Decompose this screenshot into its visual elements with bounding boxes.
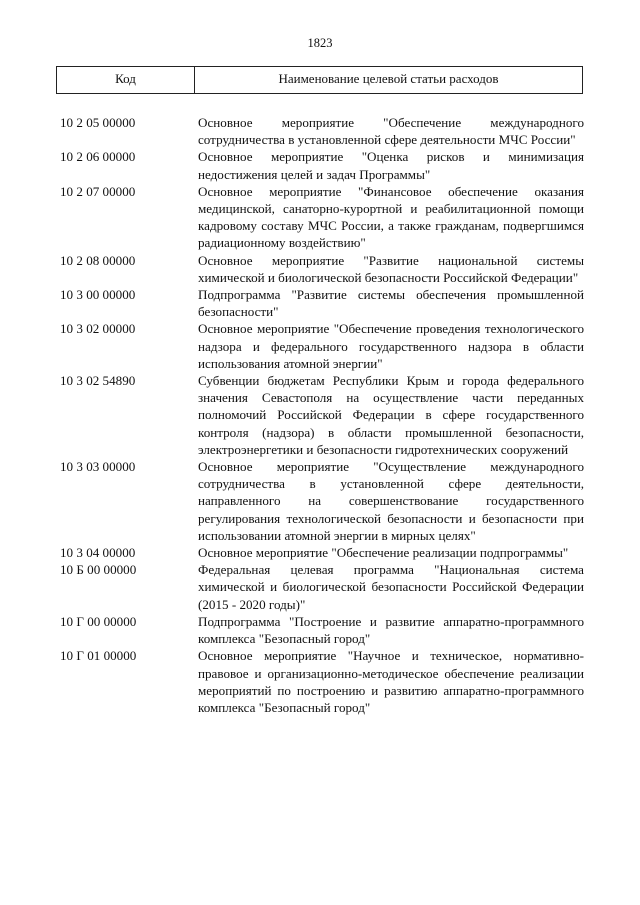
row-code: 10 2 08 00000 — [60, 252, 136, 268]
row-description: Подпрограмма "Развитие системы обеспечения промышленной безопасности" — [198, 287, 584, 320]
table-row — [56, 183, 586, 252]
row-description: Федеральная целевая программа "Национальная система химической и биологической безопасности Российской Федерации (2015 - 2020 годы)" — [198, 562, 584, 612]
row-code: 10 3 02 00000 — [60, 321, 136, 337]
row-code: 10 Б 00 00000 — [60, 562, 137, 578]
row-description: Субвенции бюджетам Республики Крым и города федерального значения Севастополя на осуществление части переданных полномочий Российской Федерации в сфере государственного контроля (надзора) в области промышленной безопасности, электроэнергетики и безопасности гидротехнических сооружений — [198, 373, 584, 457]
table-row — [56, 286, 586, 320]
column-header-name: Наименование целевой статьи расходов — [278, 71, 499, 86]
page-number: 1823 — [307, 36, 333, 50]
row-description: Основное мероприятие "Научное и техническое, нормативно-правовое и организационно-методическое обеспечение реализации мероприятий по построению и развитию аппаратно-программного комплекса "Безопасный город" — [198, 648, 584, 715]
table-row — [56, 561, 586, 613]
table-row — [56, 544, 586, 561]
row-description: Основное мероприятие "Обеспечение реализации подпрограммы" — [198, 545, 569, 561]
row-code: 10 3 00 00000 — [60, 287, 136, 303]
row-code: 10 Г 00 00000 — [60, 613, 137, 629]
table-row — [56, 252, 586, 286]
row-description: Основное мероприятие "Обеспечение международного сотрудничества в установленной сфере деятельности МЧС России" — [198, 115, 584, 148]
row-code: 10 2 07 00000 — [60, 183, 136, 199]
table-row — [56, 613, 586, 647]
table-header — [56, 66, 583, 94]
row-code: 10 3 04 00000 — [60, 545, 136, 561]
row-code: 10 Г 01 00000 — [60, 648, 137, 664]
row-description: Основное мероприятие "Обеспечение проведения технологического надзора и федерального государственного надзора в области использования атомной энергии" — [198, 321, 584, 371]
column-header-code: Код — [57, 67, 195, 93]
row-code: 10 3 03 00000 — [60, 459, 136, 475]
row-description: Основное мероприятие "Развитие национальной системы химической и биологической безопасности Российской Федерации" — [198, 252, 584, 285]
row-description: Подпрограмма "Построение и развитие аппаратно-программного комплекса "Безопасный город" — [198, 613, 584, 647]
table-row — [56, 372, 586, 458]
row-description: Основное мероприятие "Финансовое обеспечение оказания медицинской, санаторно-курортной и реабилитационной помощи кадровому составу МЧС России, а также гражданам, подвергшимся радиационному воздействию" — [198, 183, 584, 251]
table-row — [56, 114, 586, 148]
row-description: Основное мероприятие "Оценка рисков и минимизация недостижения целей и задач Программы" — [198, 149, 584, 182]
table-body — [56, 114, 586, 716]
table-row — [56, 647, 586, 716]
row-code: 10 3 02 54890 — [60, 373, 136, 389]
table-row — [56, 458, 586, 544]
row-code: 10 2 06 00000 — [60, 149, 136, 165]
row-code: 10 2 05 00000 — [60, 115, 136, 130]
row-description: Основное мероприятие "Осуществление международного сотрудничества в установленной сфере деятельности, направленного на совершенствование государственного регулирования технологической безопасности и безопасности при использовании атомной энергии в мирных целях" — [198, 459, 584, 543]
table-row — [56, 320, 586, 372]
table-row — [56, 148, 586, 182]
